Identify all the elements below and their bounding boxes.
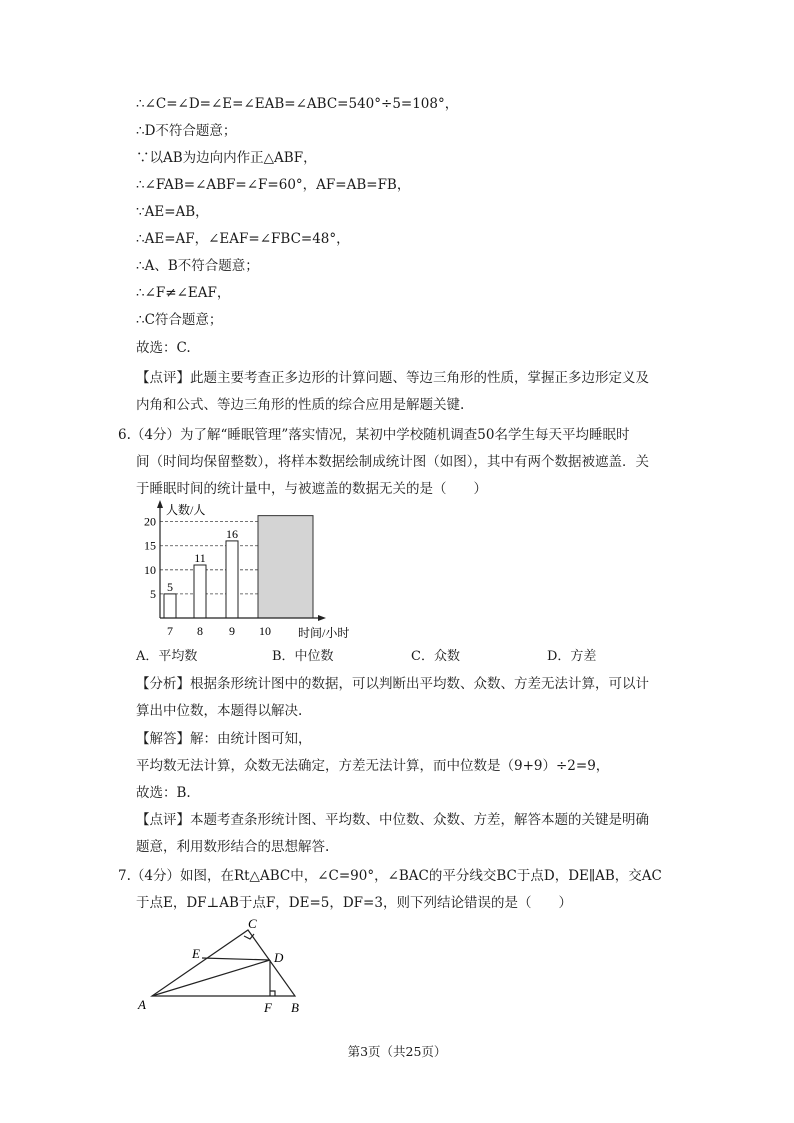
- page-footer: 第3页（共25页）: [347, 1044, 447, 1059]
- label-b: B: [291, 1000, 299, 1015]
- q6-comment-line-2: 题意，利用数形结合的思想解答.: [136, 839, 330, 855]
- q7-text-line-2: 于点E，DF⊥AB于点F，DE=5，DF=3，则下列结论错误的是（ ）: [136, 895, 572, 911]
- comment-line-2: 内角和公式、等边三角形的性质的综合应用是解题关键.: [136, 397, 465, 413]
- solution-line-8: ∴∠F≠∠EAF，: [136, 285, 231, 301]
- bar-7: [164, 594, 176, 618]
- label-f: F: [264, 1000, 272, 1015]
- segment-ad: [152, 960, 270, 996]
- bar-9: [226, 541, 238, 618]
- segment-ed: [202, 958, 270, 960]
- q6-text-line-1: 6.（4分）为了解“睡眠管理”落实情况，某初中学校随机调查50名学生每天平均睡眠时: [118, 427, 630, 443]
- triangle-figure: [130, 912, 320, 1022]
- xtick-label-9: 9: [229, 624, 235, 638]
- solution-line-1: ∴∠C=∠D=∠E=∠EAB=∠ABC=540°÷5=108°，: [136, 96, 459, 112]
- y-axis-label: 人数/人: [166, 503, 206, 517]
- q6-option-a[interactable]: A．平均数: [136, 649, 198, 664]
- xtick-label-10: 10: [259, 624, 271, 638]
- y-axis-arrow: [157, 500, 163, 508]
- ytick-label-5: 5: [150, 586, 156, 601]
- q6-option-c[interactable]: C．众数: [411, 649, 460, 664]
- comment-line-1: 【点评】此题主要考查正多边形的计算问题、等边三角形的性质，掌握正多边形定义及: [136, 370, 649, 386]
- ytick-label-15: 15: [144, 538, 156, 553]
- q6-answer-line-1: 【解答】解：由统计图可知，: [136, 731, 312, 747]
- solution-line-2: ∴D不符合题意；: [136, 123, 237, 139]
- q6-comment-line-1: 【点评】本题考查条形统计图、平均数、中位数、众数、方差，解答本题的关键是明确: [136, 812, 649, 828]
- label-a: A: [138, 997, 146, 1012]
- q6-analysis-line-1: 【分析】根据条形统计图中的数据，可以判断出平均数、众数、方差无法计算，可以计: [136, 676, 649, 692]
- q6-option-d[interactable]: D．方差: [547, 649, 597, 664]
- q6-option-b[interactable]: B．中位数: [272, 649, 334, 664]
- solution-line-4: ∴∠FAB=∠ABF=∠F=60°，AF=AB=FB，: [136, 177, 411, 193]
- solution-line-5: ∵AE=AB，: [136, 204, 209, 220]
- data-label-8: 11: [194, 551, 206, 565]
- q6-answer-line-3: 故选：B.: [136, 785, 191, 801]
- q6-analysis-line-2: 算出中位数，本题得以解决.: [136, 703, 303, 719]
- solution-line-7: ∴A、B不符合题意；: [136, 258, 259, 274]
- solution-line-6: ∴AE=AF，∠EAF=∠FBC=48°，: [136, 231, 350, 247]
- ytick-label-20: 20: [144, 514, 156, 529]
- label-e: E: [192, 946, 200, 961]
- solution-line-10: 故选：C.: [136, 340, 191, 356]
- q6-text-line-3: 于睡眠时间的统计量中，与被遮盖的数据无关的是（ ）: [136, 481, 487, 497]
- q6-answer-line-2: 平均数无法计算，众数无法确定，方差无法计算，而中位数是（9+9）÷2=9，: [136, 758, 610, 774]
- covered-bar-10: [258, 516, 313, 618]
- q7-text-line-1: 7.（4分）如图，在Rt△ABC中，∠C=90°，∠BAC的平分线交BC于点D，DE∥AB，交AC: [118, 868, 662, 884]
- label-c: C: [248, 916, 257, 931]
- right-angle-mark-c: [244, 934, 254, 939]
- x-axis-arrow: [318, 615, 326, 621]
- bar-8: [194, 565, 206, 618]
- data-label-9: 16: [226, 526, 238, 541]
- solution-line-3: ∵以AB为边向内作正△ABF，: [136, 150, 317, 166]
- xtick-label-8: 8: [197, 624, 203, 638]
- label-d: D: [274, 950, 284, 965]
- ytick-label-10: 10: [144, 562, 156, 577]
- x-axis-label: 时间/小时: [298, 626, 350, 640]
- data-label-7: 5: [167, 579, 173, 594]
- right-angle-mark-f: [270, 991, 275, 996]
- solution-line-9: ∴C符合题意；: [136, 312, 223, 328]
- sleep-time-bar-chart: [130, 500, 400, 645]
- xtick-label-7: 7: [167, 624, 173, 638]
- q6-text-line-2: 间（时间均保留整数），将样本数据绘制成统计图（如图），其中有两个数据被遮盖．关: [136, 454, 649, 470]
